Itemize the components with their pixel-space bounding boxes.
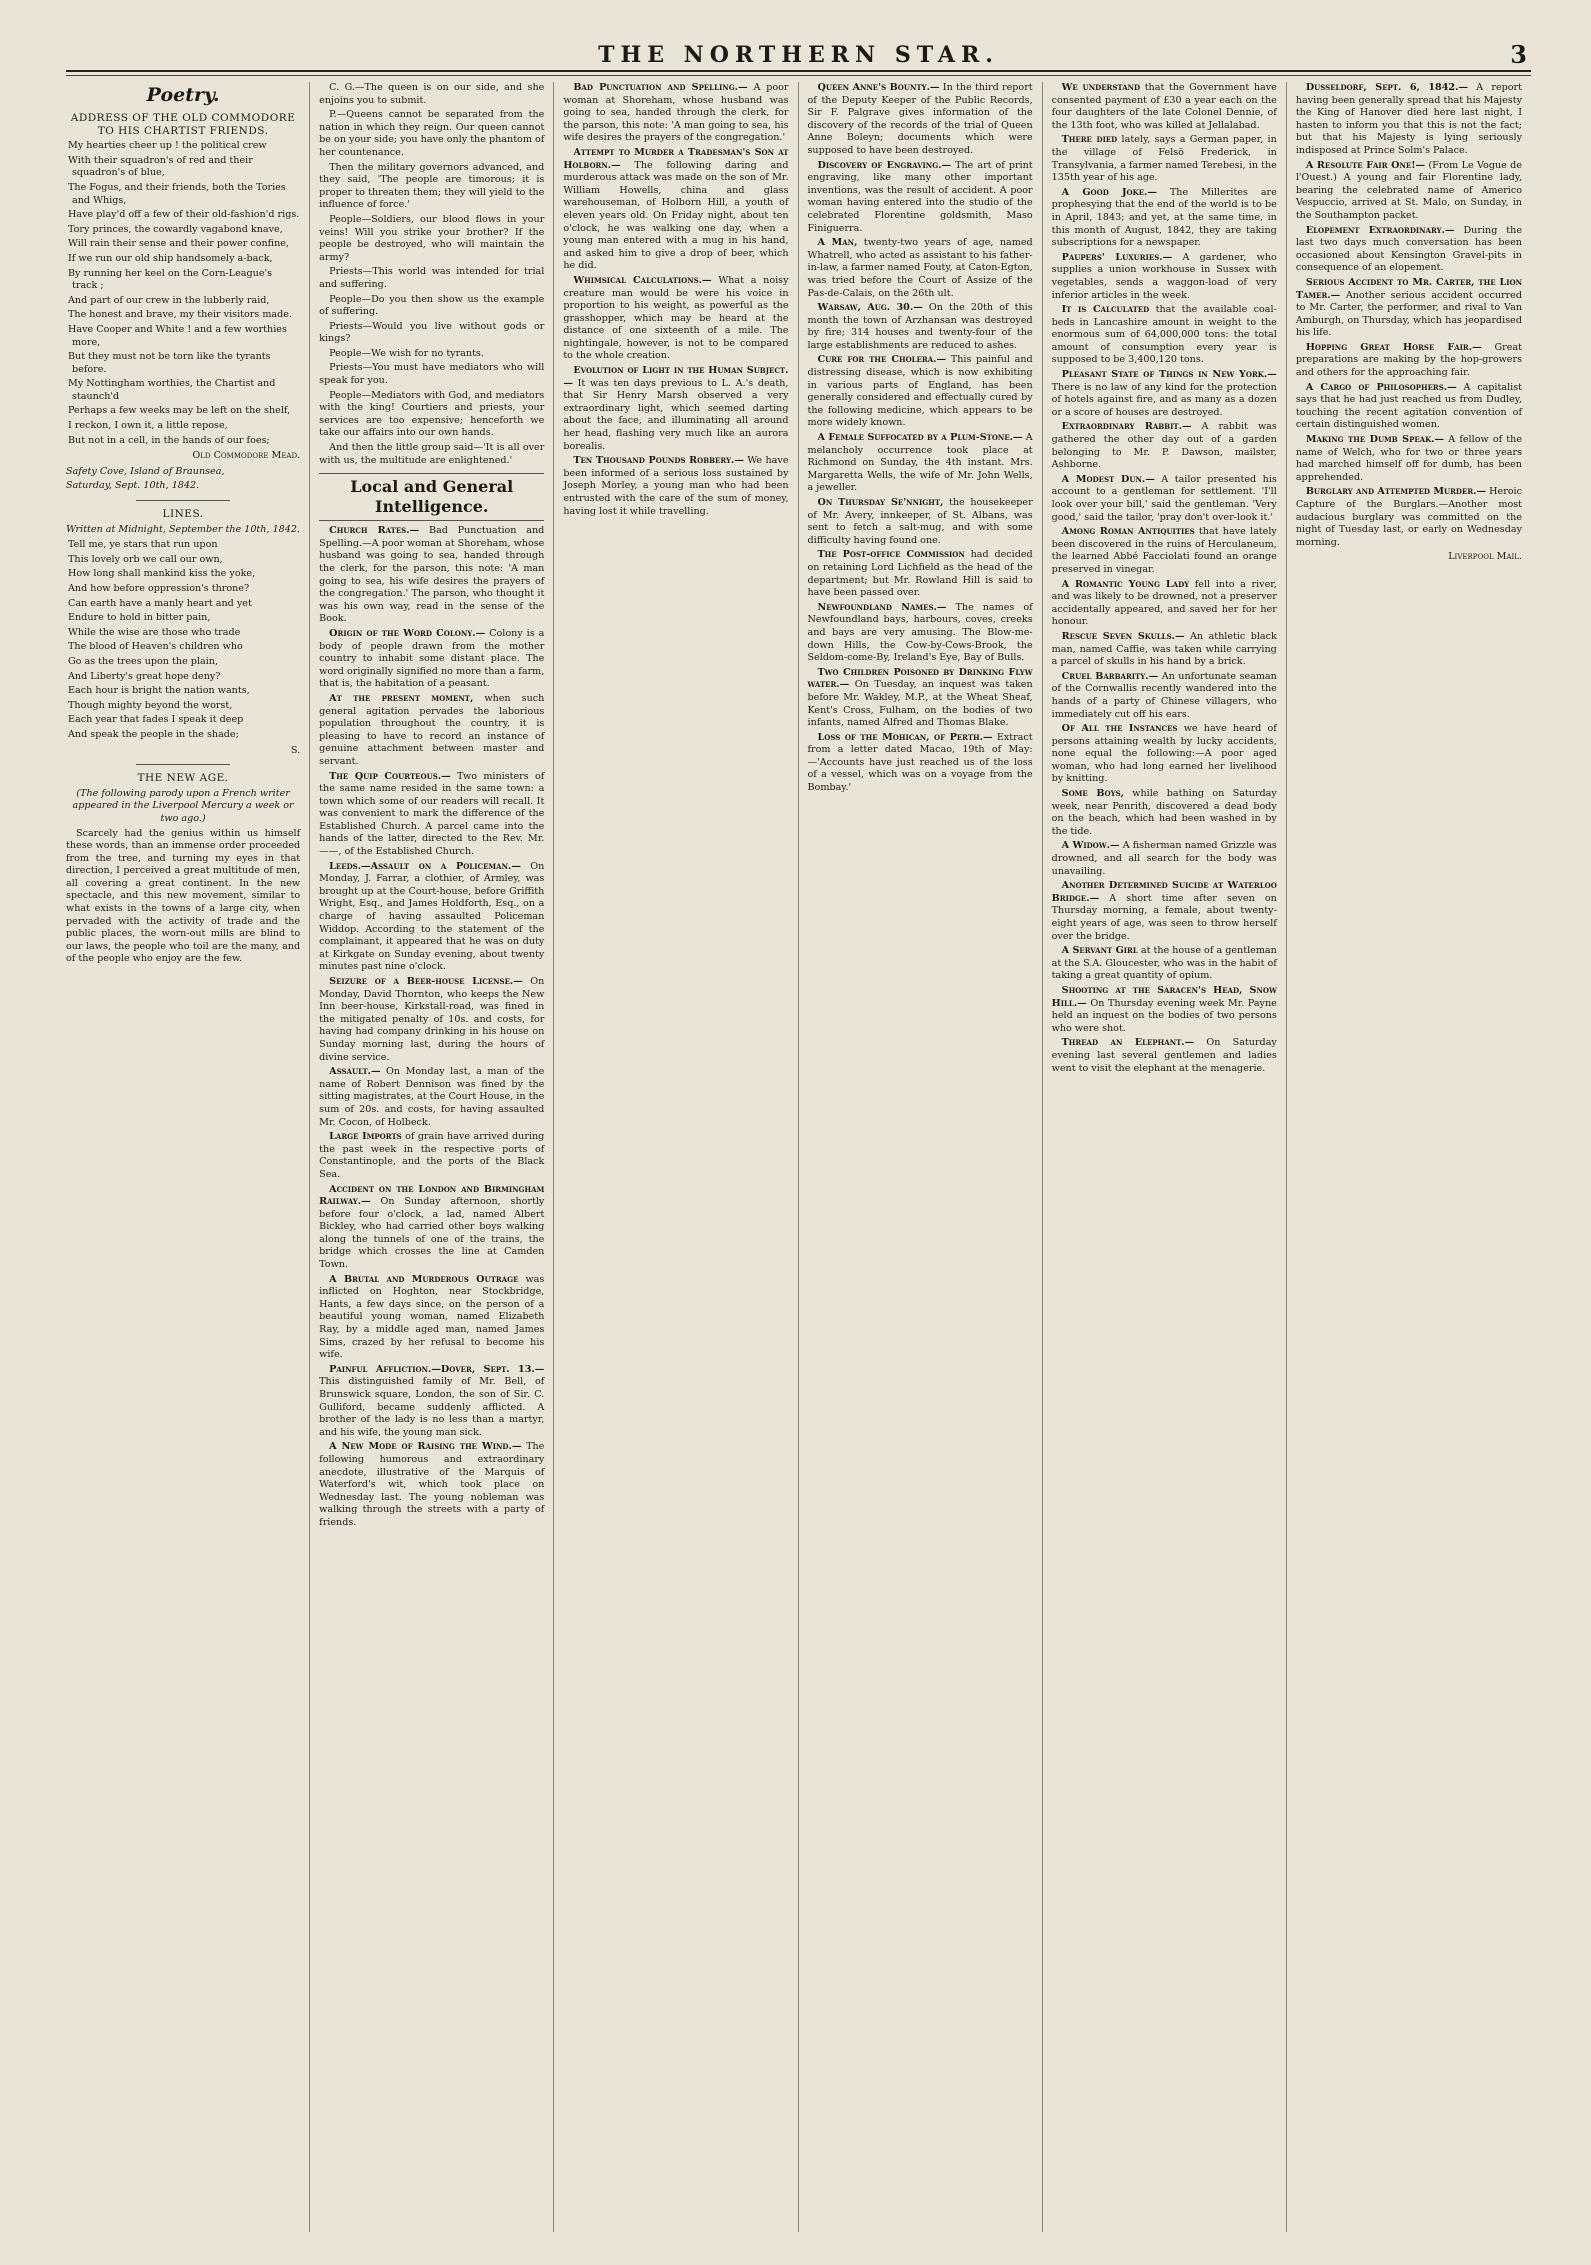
article-body: A capitalist says that he had just reached us from Dudley, touching the recent agitation convention of certain distinguished women. <box>1295 381 1522 431</box>
article-body: During the last two days much conversation has been occasioned about Kensington Gravel-pits in consequence of an elopement. <box>1295 224 1522 274</box>
article-lead: Large Imports <box>329 1131 402 1143</box>
article <box>1052 788 1277 838</box>
article-body: A short time after seven on Thursday morning, a female, about twenty-eight years of age, was seen to throw herself over the bridge. <box>1051 892 1277 942</box>
verse-line: And part of our crew in the lubberly raid, <box>68 294 270 306</box>
article <box>1052 723 1277 786</box>
verse-line: Though mighty beyond the worst, <box>68 699 233 711</box>
article-body: A gardener, who supplies a union workhouse in Sussex with vegetables, sends a waggon-load of very inferior articles in the week. <box>1051 251 1277 301</box>
article <box>1296 225 1522 275</box>
article-lead: Hopping Great Horse Fair.— <box>1305 341 1482 353</box>
article-body: A fellow of the name of Welch, who for two or three years had marched himself off for dumb, has been apprehended. <box>1295 434 1522 483</box>
article-body: On Tuesday, an inquest was taken before Mr. Wakley, M.P., at the Wheat Sheaf, Kent's Cross, Fulham, on the bodies of two infants, named Alfred and Thomas Blake. <box>807 679 1033 729</box>
article-body: It was ten days previous to L. A.'s death, that Sir Henry Marsh observed a very extraordinary light, which seemed darting about the face, and illuminating all around her head, flashing very much like an aurora borealis. <box>563 377 789 452</box>
article-lead: Thread an Elephant.— <box>1061 1037 1195 1049</box>
article <box>808 160 1033 236</box>
article <box>1296 486 1522 549</box>
article <box>319 1131 544 1181</box>
verse-line: Go as the trees upon the plain, <box>68 655 219 667</box>
masthead <box>66 40 1531 72</box>
verse-line: But they must not be torn like the tyrants before. <box>68 351 271 375</box>
article-body: In the third report of the Deputy Keeper of the Public Records, Sir F. Palgrave gives information of the discovery of the records of the trial of Queen Anne Boleyn; documents which were supposed to have been destroyed. <box>807 82 1033 156</box>
page-number: 3 <box>1510 40 1527 69</box>
article-lead: Elopement Extraordinary.— <box>1305 224 1455 236</box>
article-lead: A Widow.— <box>1061 840 1120 852</box>
article-lead: Leeds.—Assault on a Policeman.— <box>329 860 521 872</box>
article-body: was inflicted on Hoghton, near Stockbridge, Hants, a few days since, on the person of a beautiful young woman, named Elizabeth Ray, by a middle aged man, named James Sims, crazed by her refusal to become his wife. <box>319 1273 545 1361</box>
article <box>808 237 1033 300</box>
article-body: A fisherman named Grizzle was drowned, and all search for the body was unavailing. <box>1051 840 1277 877</box>
article <box>563 455 788 518</box>
article <box>808 497 1033 547</box>
article-lead: Warsaw, Aug. 30.— <box>817 302 923 314</box>
article <box>1052 671 1277 721</box>
article-lead: A Modest Dun.— <box>1061 473 1155 485</box>
column-3-articles <box>563 82 788 518</box>
verse-line: And speak the people in the shade; <box>68 728 239 740</box>
article-body: This distinguished family of Mr. Bell, of Brunswick square, London, the son of Sir. C. Gulliford, became suddenly afflicted. A brother of the lady is no less than a martyr, and his wife, the young man sick. <box>319 1376 545 1438</box>
article <box>1052 134 1277 184</box>
article-lead: Serious Accident to Mr. Carter, the Lion Tamer.— <box>1295 276 1522 301</box>
columns <box>66 82 1531 2232</box>
article-lead: A Resolute Fair One!— <box>1305 159 1426 171</box>
article-lead: Extraordinary Rabbit.— <box>1061 421 1192 433</box>
article-lead: The Post-office Commission <box>817 549 965 561</box>
article <box>1296 160 1522 223</box>
local-section-title: Local and General Intelligence. <box>319 473 544 521</box>
dialogue-line: Then the military governors advanced, and they said, 'The people are timorous; it is proper to threaten them; they will yield to the influence of force.' <box>319 161 545 211</box>
article <box>808 549 1033 599</box>
article <box>1052 840 1277 878</box>
article-lead: Rescue Seven Skulls.— <box>1061 630 1185 642</box>
poem1-date: Saturday, Sept. 10th, 1842. <box>66 480 200 492</box>
column-6-articles <box>1296 82 1522 549</box>
article-body: On Thursday evening week Mr. Payne held an inquest on the bodies of two persons who were shot. <box>1051 997 1277 1034</box>
article <box>1052 880 1277 943</box>
article <box>808 432 1033 495</box>
article <box>1052 82 1277 132</box>
article-lead: Bad Punctuation and Spelling.— <box>573 82 748 93</box>
article-body: A poor woman at Shoreham, whose husband was going to sea, handed through the clerk, for the parson, this note: 'A man going to sea, his wife desires the prayers of the congregation.' <box>563 82 789 144</box>
article-body: that have lately been discovered in the ruins of Herculaneum, the learned Abbé Facciolati found an orange preserved in vinegar. <box>1051 526 1277 575</box>
article <box>563 365 788 453</box>
dialogue-block <box>319 82 544 467</box>
dialogue-line: People—Do you then show us the example of suffering. <box>319 293 545 318</box>
article-body: that the Government have consented payment of £30 a year each on the four daughters of the late Colonel Dennie, of the 13th foot, who was killed at Jellalabad. <box>1051 82 1277 131</box>
article <box>1052 1037 1277 1075</box>
article-body: On the 20th of this month the town of Arzhansan was destroyed by fire; 314 houses and twenty-four of the large establishments are reduced to ashes. <box>807 302 1033 351</box>
article-lead: Ten Thousand Pounds Robbery.— <box>573 455 744 467</box>
verse-line: And how before oppression's throne? <box>68 583 250 594</box>
article-body: A melancholy occurrence took place at Richmond on Sunday, the 4th instant. Mrs. Margaretta Wells, the wife of Mr. John Wells, a jeweller. <box>807 432 1033 494</box>
article <box>563 82 788 145</box>
article-body: A report having been generally spread that his Majesty the King of Hanover died here last night, I hasten to inform you that this is not the fact; but that his Majesty is lying seriously indisposed at Prince Solm's Palace. <box>1295 82 1522 156</box>
poem1-verse <box>66 140 300 447</box>
article-body: Colony is a body of people drawn from the mother country to inhabit some distant place. The word originally signified no more than a farm, that is, the habitation of a peasant. <box>319 627 545 690</box>
article <box>1296 82 1522 158</box>
article-lead: A Man, <box>817 237 858 249</box>
verse-line: Tory princes, the cowardly vagabond knave, <box>68 223 283 235</box>
article-lead: A Romantic Young Lady <box>1061 578 1190 590</box>
article-body: The names of Newfoundland bays, harbours, coves, creeks and bays are very amusing. The Blow-me-down Hills, the Cow-by-Cows-Brook, the Seldom-come-By, Ireland's Eye, Bay of Bulls. <box>807 601 1033 664</box>
column-6 <box>1287 82 1531 2232</box>
article-lead: On Thursday Se'nnight, <box>817 497 944 508</box>
article <box>808 82 1033 158</box>
article-lead: Two Children Poisoned by Drinking Flyw water.— <box>807 666 1033 691</box>
article-lead: There died <box>1061 134 1118 146</box>
article-body: What a noisy creature man would be were his voice in proportion to his weight, as powerful as the grasshopper, which may be heard at the distance of one sixteenth of a mile. The nightingale, however, is not to be compared to the whole creation. <box>563 274 789 362</box>
column-6-source: Liverpool Mail. <box>1448 551 1522 563</box>
article-body: Great preparations are making by the hop-growers and others for the approaching fair. <box>1295 341 1522 379</box>
article <box>1052 526 1277 576</box>
article-body: Extract from a letter dated Macao, 19th of May:—'Accounts have just reached us of the loss of a vessel, which was on a voyage from the Bombay.' <box>807 731 1033 794</box>
article-lead: Seizure of a Beer-house License.— <box>329 976 523 987</box>
article <box>1296 434 1522 484</box>
article-lead: A Servant Girl <box>1061 945 1138 957</box>
column-4 <box>799 82 1043 2232</box>
divider <box>136 500 230 501</box>
article-body: Heroic Capture of the Burglars.—Another most audacious burglary was committed on the night of Tuesday last, or early on Wednesday morning. <box>1295 486 1523 548</box>
column-5-articles <box>1052 82 1277 1075</box>
article-body: (From Le Vogue de l'Ouest.) A young and fair Florentine lady, bearing the celebrated name of Americo Vespuccio, arrived at St. Malo, on Sunday, in the Southampton packet. <box>1295 159 1522 221</box>
poem1-place: Safety Cove, Island of Braunsea, <box>66 465 225 477</box>
article <box>319 693 544 769</box>
poem1-title: ADDRESS OF THE OLD COMMODORE TO HIS CHARTIST FRIENDS. <box>70 112 296 137</box>
article <box>319 525 544 626</box>
column-4-articles <box>808 82 1033 795</box>
verse-line: I reckon, I own it, a little repose, <box>68 420 228 432</box>
article-lead: Assault.— <box>329 1066 381 1078</box>
article-lead: Newfoundland Names.— <box>817 601 947 613</box>
verse-line: Endure to hold in bitter pain, <box>68 612 211 624</box>
article-body: The following daring and murderous attack was made on the son of Mr. William Howells, china and glass warehouseman, of Holborn Hill, a youth of eleven years old. On Friday night, about ten o'clock, he was walking one day, when a young man entered with a mug in his hand, and asked him to give a drop of beer, which he did. <box>563 159 789 272</box>
article-lead: Painful Affliction.—Dover, Sept. 13.— <box>329 1363 545 1375</box>
article <box>808 667 1033 730</box>
column-1 <box>66 82 310 2232</box>
article <box>1052 945 1277 983</box>
article-body: The art of print engraving, like many other important inventions, was the result of accident. A poor woman having entered into the studio of the celebrated Florentine goldsmith, Maso Finiguerra. <box>807 159 1033 234</box>
verse-line: Perhaps a few weeks may be left on the shelf, <box>68 405 291 417</box>
article-lead: Some Boys, <box>1061 788 1124 800</box>
column-5 <box>1043 82 1287 2232</box>
prose1-title: THE NEW AGE. <box>137 772 229 785</box>
article-lead: Evolution of Light in the Human Subject.— <box>563 365 789 389</box>
article <box>1296 277 1522 340</box>
article-lead: A New Mode of Raising the Wind.— <box>329 1441 522 1453</box>
article-body: An unfortunate seaman of the Cornwallis recently wandered into the hands of a party of Chinese villagers, who immediately cut off his ears. <box>1051 670 1277 720</box>
article-lead: Queen Anne's Bounty.— <box>817 82 940 93</box>
article-lead: Origin of the Word Colony.— <box>329 627 486 639</box>
article-lead: Another Determined Suicide at Waterloo Bridge.— <box>1051 880 1277 904</box>
verse-line: My hearties cheer up ! the political crew <box>68 140 267 152</box>
poem2-title: LINES. <box>162 508 204 521</box>
article-lead: Whimsical Calculations.— <box>573 274 712 286</box>
article-body: This painful and distressing disease, which is now exhibiting in various parts of England, has been generally considered and effectually cured by the following medicine, which appears to be more widely known. <box>807 354 1033 429</box>
article <box>319 1441 544 1529</box>
article <box>1052 421 1277 471</box>
article-lead: Accident on the London and Birmingham Railway.— <box>319 1183 545 1208</box>
article <box>1296 382 1522 432</box>
article-lead: Paupers' Luxuries.— <box>1061 251 1173 263</box>
verse-line: How long shall mankind kiss the yoke, <box>68 568 256 580</box>
article-lead: Of All the Instances <box>1061 723 1178 735</box>
article <box>1052 631 1277 669</box>
article <box>1052 985 1277 1035</box>
article-lead: At the present moment, <box>329 692 474 704</box>
article-body: had decided on retaining Lord Lichfield as the head of the department; but Mr. Rowland Hill is said to have been passed over. <box>807 549 1033 599</box>
article-body: when such general agitation pervades the laborious population throughout the country, it is pleasing to have to record an instance of genuine attachment between master and servant. <box>319 692 545 767</box>
article-lead: Dusseldorf, Sept. 6, 1842.— <box>1305 82 1469 93</box>
article <box>319 861 544 974</box>
article-body: lately, says a German paper, in the village of Felsö Frederick, in Transylvania, a farmer named Terebesi, in the 135th year of his age. <box>1051 134 1277 184</box>
article <box>319 1184 544 1272</box>
article <box>808 354 1033 430</box>
article <box>808 732 1033 795</box>
article-lead: Church Rates.— <box>329 525 420 537</box>
article <box>808 302 1033 352</box>
verse-line: With their squadron's of red and their squadron's of blue, <box>68 154 253 179</box>
article-body: while bathing on Saturday week, near Penrith, discovered a dead body on the beach, which had been washed in by the tide. <box>1051 788 1277 837</box>
article-body: Bad Punctuation and Spelling.—A poor woman at Shoreham, whose husband was going to sea, handed through the clerk, for the parson, this note: 'A man going to sea, his wife desires the prayers of the congregation.' The parson, who thought it was his own way, read in the sense of the Book. <box>319 525 545 625</box>
article-lead: A Good Joke.— <box>1061 186 1157 198</box>
article <box>319 1274 544 1362</box>
dialogue-line: People—Soldiers, our blood flows in your veins! Will you strike your brother? If the people be destroyed, who will maintain the army? <box>319 213 545 263</box>
dialogue-line: Priests—Would you live without gods or kings? <box>319 320 545 345</box>
article-lead: We understand <box>1061 82 1141 93</box>
poem2-verse <box>66 539 300 741</box>
verse-line: Will rain their sense and their power confine, <box>68 238 289 250</box>
poem1-signoff: Old Commodore Mead. <box>192 450 301 462</box>
article-lead: Cruel Barbarity.— <box>1061 670 1159 682</box>
article-body: On Saturday evening last several gentlemen and ladies went to visit the elephant at the menagerie. <box>1051 1037 1277 1074</box>
article <box>1052 187 1277 250</box>
article <box>319 628 544 691</box>
column-3 <box>554 82 798 2232</box>
article-lead: Attempt to Murder a Tradesman's Son at Holborn.— <box>563 146 789 171</box>
verse-line: Tell me, ye stars that run upon <box>68 539 218 551</box>
verse-line: The honest and brave, my their visitors made. <box>68 309 293 321</box>
article-lead: Cure for the Cholera.— <box>817 354 947 366</box>
article-body: On Sunday afternoon, shortly before four o'clock, a lad, named Albert Bickley, who had carried other boys walking along the tunnels of one of the trains, the bridge which crosses the line at Camden Town. <box>319 1196 545 1271</box>
article <box>1052 369 1277 419</box>
article-body: We have been informed of a serious loss sustained by Joseph Morley, a young man who had been entrusted with the care of the sum of money, having lost it while travelling. <box>563 455 789 517</box>
verse-line: Each hour is bright the nation wants, <box>68 685 250 697</box>
article <box>319 1066 544 1129</box>
dialogue-line: People—We wish for no tyrants. <box>329 347 484 359</box>
dialogue-line: People—Mediators with God, and mediators with the king! Courtiers and priests, your services are too expensive; henceforth we take our affairs into our own hands. <box>319 389 545 439</box>
article-body: the housekeeper of Mr. Avery, innkeeper, of St. Albans, was sent to fetch a salt-mug, and with some difficulty having found one. <box>807 497 1033 546</box>
article <box>1052 579 1277 629</box>
article <box>1296 342 1522 380</box>
article-lead: Among Roman Antiquities <box>1061 526 1195 538</box>
article-body: fell into a river, and was likely to be drowned, not a preserver accidentally appeared, and saved her for her honour. <box>1051 578 1277 628</box>
verse-line: If we run our old ship handsomely a-back, <box>68 252 273 264</box>
prose1-body: Scarcely had the genius within us himself these words, than an immense order proceeded from the tree, and turning my eyes in that direction, I perceived a great multitude of men, all covering a great continent. In the new spectacle, and this new movement, similar to what exists in the towns of a large city, when pervaded with the activity of trade and the public places, the worn-out mills are blind to our laws, the people who toil are the many, and of the people who enjoy are the few. <box>66 827 301 965</box>
divider <box>136 764 230 765</box>
article <box>1052 304 1277 367</box>
article <box>563 275 788 363</box>
masthead-rule <box>66 75 1531 76</box>
article <box>319 976 544 1064</box>
poem2-signoff: S. <box>290 744 301 756</box>
article-lead: Making the Dumb Speak.— <box>1305 434 1445 446</box>
dialogue-line: C. G.—The queen is on our side, and she enjoins you to submit. <box>319 82 545 106</box>
dialogue-line: P.—Queens cannot be separated from the nation in which they reign. Our queen cannot be on your side; you have only the phantom of her countenance. <box>319 109 545 158</box>
article <box>319 771 544 859</box>
article <box>808 602 1033 665</box>
verse-line: By running her keel on the Corn-League's track ; <box>68 267 273 292</box>
article-body: On Monday, David Thornton, who keeps the New Inn beer-house, Kirkstall-road, was fined in the mitigated penalty of 10s. and costs, for having had company drinking in his house on Sunday morning last, during the hours of divine service. <box>319 976 545 1063</box>
prose1-intro: (The following parody upon a French writer appeared in the Liverpool Mercury a week or two ago.) <box>72 787 294 824</box>
article-lead: Discovery of Engraving.— <box>817 159 952 171</box>
article-lead: The Quip Courteous.— <box>329 770 451 782</box>
article-body: Another serious accident occurred to Mr. Carter, the performer, and rival to Van Amburgh, on Thursday, which has jeopardised his life. <box>1295 289 1522 339</box>
verse-line: Have play'd off a few of their old-fashion'd rigs. <box>68 209 300 221</box>
article-body: The following humorous and extraordinary anecdote, illustrative of the Marquis of Waterford's wit, which took place on Wednesday last. The young nobleman was walking through the streets with a party of friends. <box>319 1441 545 1528</box>
article-body: A rabbit was gathered the other day out of a garden belonging to Mr. P. Dawson, mailster, Ashborne. <box>1051 421 1277 471</box>
local-articles <box>319 525 544 1529</box>
article-body: On Monday last, a man of the name of Robert Dennison was fined by the sitting magistrates, at the Court House, in the sum of 20s. and costs, for having assaulted Mr. Cocon, of Holbeck. <box>319 1066 545 1128</box>
verse-line: Have Cooper and White ! and a few worthies more, <box>68 323 287 348</box>
dialogue-line: Priests—You must have mediators who will speak for you. <box>319 362 545 387</box>
article-body: at the house of a gentleman at the S.A. Gloucester, who was in the habit of taking a great quantity of opium. <box>1051 945 1277 982</box>
verse-line: Each year that fades I speak it deep <box>68 714 244 726</box>
article-lead: A Female Suffocated by a Plum-Stone.— <box>817 432 1023 444</box>
article-lead: A Cargo of Philosophers.— <box>1305 381 1457 393</box>
article-lead: Pleasant State of Things in New York.— <box>1061 369 1277 381</box>
poetry-section-title: Poetry. <box>146 84 220 106</box>
article-lead: Loss of the Mohican, of Perth.— <box>817 731 993 743</box>
article <box>1052 252 1277 302</box>
verse-line: My Nottingham worthies, the Chartist and staunch'd <box>68 378 276 402</box>
article-lead: Burglary and Attempted Murder.— <box>1305 486 1487 498</box>
article-body: twenty-two years of age, named Whatrell, who acted as assistant to his father-in-law, a farmer named Fouty, at Caton-Egton, was tried before the Court of Assize of the Pas-de-Calais, on the 26th ult. <box>807 237 1033 299</box>
article-lead: It is Calculated <box>1061 304 1150 316</box>
article-body: A tailor presented his account to a gentleman for settlement. 'I'll look over your bill,' said the gentleman. 'Very good,' said the tailor, 'pray don't over-look it.' <box>1051 473 1277 523</box>
dialogue-line: And then the little group said—'It is all over with us, the multitude are enlightened.' <box>319 442 545 466</box>
article <box>1052 474 1277 524</box>
article-lead: A Brutal and Murderous Outrage <box>329 1273 519 1285</box>
verse-line: Can earth have a manly heart and yet <box>68 597 252 609</box>
verse-line: The blood of Heaven's children who <box>68 641 243 653</box>
dialogue-line: Priests—This world was intended for trial and suffering. <box>319 266 545 290</box>
verse-line: While the wise are those who trade <box>68 626 241 638</box>
article <box>563 147 788 273</box>
article-body: The Millerites are prophesying that the end of the world is to be in April, 1843; and yet, at the same time, in this month of August, 1842, they are taking subscriptions for a newspaper. <box>1051 186 1277 249</box>
column-2 <box>310 82 554 2232</box>
article <box>319 1364 544 1440</box>
article-body: we have heard of persons attaining wealth by lucky accidents, none equal the following:—A poor aged woman, who had long earned her livelihood by knitting. <box>1051 723 1277 785</box>
verse-line: But not in a cell, in the hands of our foes; <box>68 434 270 446</box>
article-body: that the available coal-beds in Lancashire amount in weight to the enormous sum of 64,000,000 tons: the total amount of consumption every year is supposed to be 3,400,120 tons. <box>1051 304 1277 366</box>
article-lead: Shooting at the Saracen's Head, Snow Hill.— <box>1051 984 1277 1009</box>
article-body: There is no law of any kind for the protection of hotels against fire, and as many as a dozen or a score of houses are destroyed. <box>1051 381 1277 418</box>
poem2-subtitle: Written at Midnight, September the 10th, 1842. <box>66 523 301 535</box>
verse-line: And Liberty's great hope deny? <box>68 670 221 682</box>
verse-line: The Fogus, and their friends, both the Tories and Whigs, <box>68 181 286 206</box>
verse-line: This lovely orb we call our own, <box>68 553 223 565</box>
newspaper-title: THE NORTHERN STAR. <box>598 42 999 68</box>
article-body: of grain have arrived during the past week in the respective ports of Constantinople, and the ports of the Black Sea. <box>319 1131 545 1180</box>
article-body: Two ministers of the same name resided in the same town: a town which some of our readers will recall. It was convenient to mark the difference of the Established Church. A parcel came into the hands of the latter, directed to the Rev. Mr. ——, of the Established Church. <box>319 770 545 858</box>
article-body: An athletic black man, named Caffie, was taken while carrying a parcel of skulls in his hand by a brick. <box>1051 630 1277 668</box>
article-body: On Monday, J. Farrar, a clothier, of Armley, was brought up at the Court-house, before Griffith Wright, Esq., and James Holdforth, Esq., on a charge of having assaulted Policeman Widdop. According to the statement of the complainant, it appeared that he was on duty at Kirkgate on Sunday evening, about twenty minutes past nine o'clock. <box>319 860 545 973</box>
